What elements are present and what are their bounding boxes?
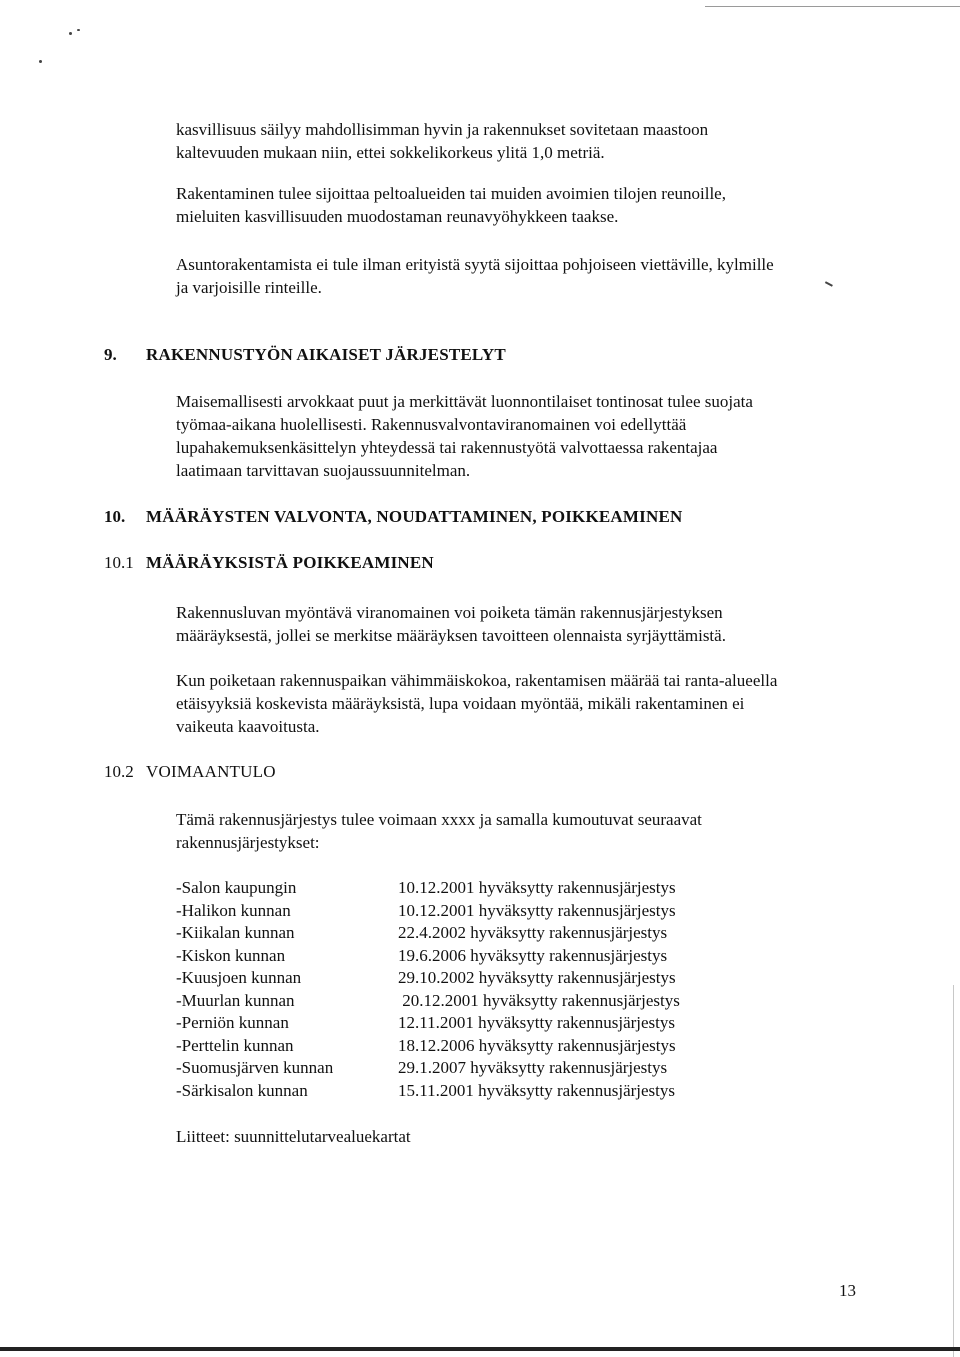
list-item bbox=[176, 1080, 776, 1103]
scan-speck bbox=[69, 32, 72, 35]
scan-edge-top bbox=[705, 6, 960, 7]
bylaw-status: 19.6.2006 hyväksytty rakennusjärjestys bbox=[398, 945, 668, 965]
text-line: laatimaan tarvittavan suojaussuunnitelman. bbox=[176, 461, 471, 480]
text-line: Rakennusluvan myöntävä viranomainen voi poiketa tämän rakennusjärjestyksen bbox=[176, 603, 723, 622]
section-9-number: 9. bbox=[104, 345, 117, 364]
scan-edge-right bbox=[953, 985, 954, 1357]
section-10-1-paragraph-2 bbox=[176, 669, 876, 738]
bylaw-municipality: -Kiskon kunnan bbox=[176, 945, 286, 965]
bylaw-status: 15.11.2001 hyväksytty rakennusjärjestys bbox=[398, 1080, 675, 1100]
bylaw-municipality: -Kiikalan kunnan bbox=[176, 923, 295, 942]
text-line: kasvillisuus säilyy mahdollisimman hyvin ja rakennukset sovitetaan maastoon bbox=[176, 120, 709, 139]
list-item bbox=[176, 877, 776, 900]
section-10-1-title: MÄÄRÄYKSISTÄ POIKKEAMINEN bbox=[146, 553, 434, 572]
bylaw-status: 29.10.2002 hyväksytty rakennusjärjestys bbox=[398, 968, 676, 987]
section-10-2-paragraph bbox=[176, 808, 876, 854]
repealed-bylaws-list bbox=[176, 877, 776, 1102]
bylaw-status: 29.1.2007 hyväksytty rakennusjärjestys bbox=[398, 1058, 668, 1077]
bylaw-municipality: -Halikon kunnan bbox=[176, 900, 291, 920]
bylaw-municipality: -Perttelin kunnan bbox=[176, 1035, 294, 1055]
bylaw-status: 10.12.2001 hyväksytty rakennusjärjestys bbox=[398, 900, 676, 920]
list-item bbox=[176, 922, 776, 945]
bylaw-municipality: -Perniön kunnan bbox=[176, 1013, 289, 1032]
section-10-2-title: VOIMAANTULO bbox=[146, 762, 276, 781]
text-line: Tämä rakennusjärjestys tulee voimaan xxxx ja samalla kumoutuvat seuraavat bbox=[176, 810, 702, 829]
section-10-1-number: 10.1 bbox=[104, 553, 134, 572]
list-item bbox=[176, 1057, 776, 1080]
list-item bbox=[176, 967, 776, 990]
scan-edge-bottom bbox=[0, 1347, 960, 1351]
text-line: Kun poiketaan rakennuspaikan vähimmäiskokoa, rakentamisen määrää tai ranta-alueella bbox=[176, 671, 778, 690]
bylaw-status: 12.11.2001 hyväksytty rakennusjärjestys bbox=[398, 1013, 675, 1032]
intro-paragraph-2 bbox=[176, 182, 876, 228]
list-item bbox=[176, 900, 776, 923]
section-10-2-number: 10.2 bbox=[104, 762, 134, 781]
bylaw-municipality: -Kuusjoen kunnan bbox=[176, 968, 302, 987]
text-line: lupahakemuksenkäsittelyn yhteydessä tai rakennustyötä valvottaessa rakentajaa bbox=[176, 438, 718, 457]
text-line: ja varjoisille rinteille. bbox=[176, 278, 322, 297]
text-line: määräyksestä, jollei se merkitse määräyksen tavoitteen olennaista syrjäyttämistä. bbox=[176, 626, 726, 645]
bylaw-municipality: -Salon kaupungin bbox=[176, 878, 297, 897]
text-line: Asuntorakentamista ei tule ilman erityistä syytä sijoittaa pohjoiseen viettäville, kylmille bbox=[176, 255, 774, 274]
attachments-line bbox=[176, 1125, 876, 1148]
section-10-title: MÄÄRÄYSTEN VALVONTA, NOUDATTAMINEN, POIKKEAMINEN bbox=[146, 507, 683, 526]
list-item bbox=[176, 945, 776, 968]
section-10-number: 10. bbox=[104, 507, 126, 526]
list-item bbox=[176, 1035, 776, 1058]
intro-paragraph-1 bbox=[176, 118, 876, 164]
scan-speck bbox=[77, 29, 80, 31]
bylaw-municipality: -Särkisalon kunnan bbox=[176, 1080, 308, 1100]
bylaw-status: 20.12.2001 hyväksytty rakennusjärjestys bbox=[398, 990, 680, 1010]
bylaw-status: 10.12.2001 hyväksytty rakennusjärjestys bbox=[398, 878, 676, 897]
text-line: rakennusjärjestykset: bbox=[176, 833, 320, 852]
intro-paragraph-3 bbox=[176, 253, 876, 299]
text-line: etäisyyksiä koskevista määräyksistä, lupa voidaan myöntää, mikäli rakentaminen ei bbox=[176, 694, 745, 713]
bylaw-status: 22.4.2002 hyväksytty rakennusjärjestys bbox=[398, 923, 668, 942]
text-line: mieluiten kasvillisuuden muodostaman reunavyöhykkeen taakse. bbox=[176, 207, 619, 226]
page-number: 13 bbox=[839, 1281, 856, 1300]
section-9-paragraph bbox=[176, 390, 876, 482]
section-9-title: RAKENNUSTYÖN AIKAISET JÄRJESTELYT bbox=[146, 345, 506, 364]
scan-speck bbox=[39, 60, 42, 63]
text-line: Maisemallisesti arvokkaat puut ja merkittävät luonnontilaiset tontinosat tulee suojata bbox=[176, 392, 753, 411]
text-line: kaltevuuden mukaan niin, ettei sokkelikorkeus ylitä 1,0 metriä. bbox=[176, 143, 605, 162]
bylaw-municipality: -Suomusjärven kunnan bbox=[176, 1058, 334, 1077]
text-line: Rakentaminen tulee sijoittaa peltoalueiden tai muiden avoimien tilojen reunoille, bbox=[176, 184, 726, 203]
text-line: vaikeuta kaavoitusta. bbox=[176, 717, 320, 736]
list-item bbox=[176, 990, 776, 1013]
bylaw-municipality: -Muurlan kunnan bbox=[176, 990, 295, 1010]
section-10-1-paragraph-1 bbox=[176, 601, 876, 647]
bylaw-status: 18.12.2006 hyväksytty rakennusjärjestys bbox=[398, 1035, 676, 1055]
list-item bbox=[176, 1012, 776, 1035]
text-line: työmaa-aikana huolellisesti. Rakennusvalvontaviranomainen voi edellyttää bbox=[176, 415, 687, 434]
text-line: Liitteet: suunnittelutarvealuekartat bbox=[176, 1127, 411, 1146]
